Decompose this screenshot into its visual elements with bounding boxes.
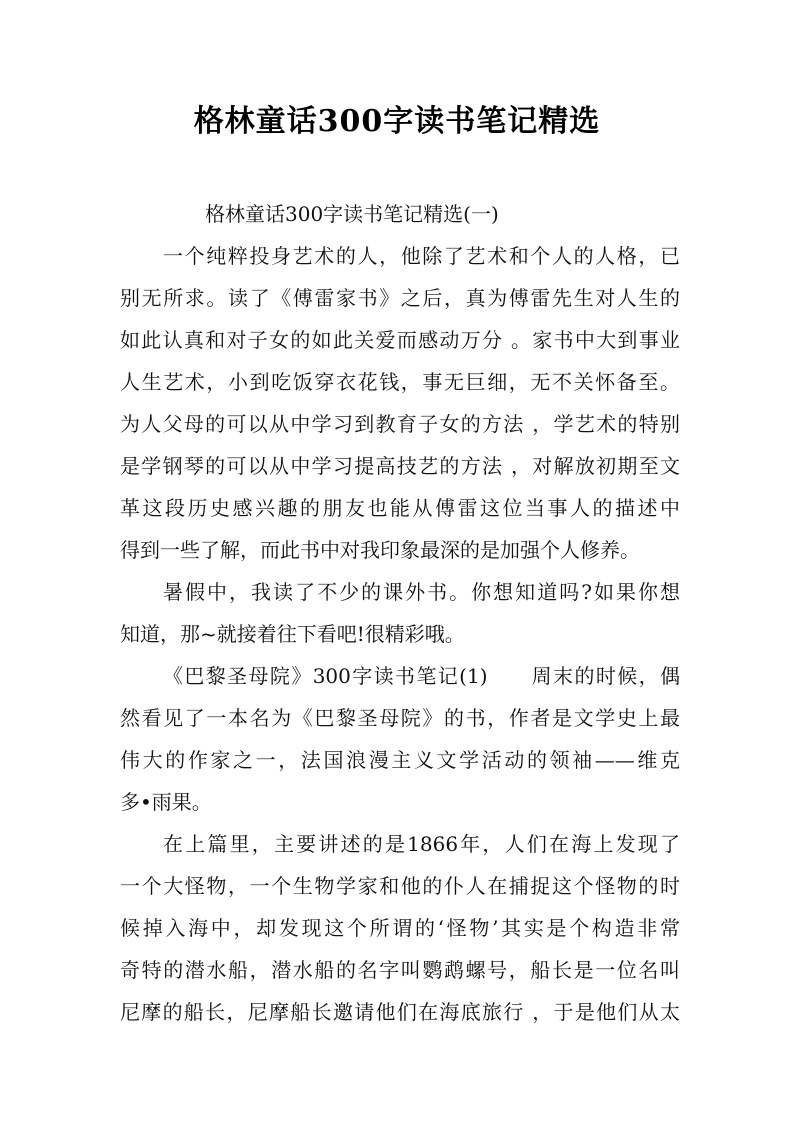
paragraph-line: 多•雨果。 — [120, 790, 212, 814]
paragraph-line: 候掉入海中，却发现这个所谓的‘怪物’其实是个构造非常 — [120, 916, 680, 940]
paragraph-line: 知道，那~就接着往下看吧!很精彩哦。 — [120, 622, 465, 646]
paragraph-line: 奇特的潜水船，潜水船的名字叫鹦鹉螺号，船长是一位名叫 — [120, 958, 680, 982]
paragraph-line: 别无所求。读了《傅雷家书》之后，真为傅雷先生对人生的 — [120, 286, 680, 310]
document-title: 格林童话300字读书笔记精选 — [193, 104, 601, 139]
paragraph-line: 一个大怪物，一个生物学家和他的仆人在捕捉这个怪物的时 — [120, 874, 680, 898]
paragraph-line: 是学钢琴的可以从中学习提高技艺的方法 ，对解放初期至文 — [120, 454, 680, 478]
paragraph-line: 得到一些了解，而此书中对我印象最深的是加强个人修养。 — [120, 538, 640, 562]
paragraph-line: 尼摩的船长，尼摩船长邀请他们在海底旅行 ，于是他们从太 — [120, 1000, 680, 1024]
paragraph-line: 暑假中，我读了不少的课外书。你想知道吗?如果你想 — [163, 580, 680, 604]
paragraph-line: 伟大的作家之一，法国浪漫主义文学活动的领袖——维克 — [120, 748, 680, 772]
paragraph-line: 人生艺术，小到吃饭穿衣花钱，事无巨细，无不关怀备至。 — [120, 370, 680, 394]
paragraph-line: 革这段历史感兴趣的朋友也能从傅雷这位当事人的描述中 — [120, 496, 680, 520]
paragraph-line: 《巴黎圣母院》300字读书笔记(1) 周末的时候，偶 — [163, 664, 680, 688]
section-heading: 格林童话300字读书笔记精选(一) — [205, 202, 499, 226]
paragraph-line: 然看见了一本名为《巴黎圣母院》的书，作者是文学史上最 — [120, 706, 680, 730]
paragraph-line: 在上篇里，主要讲述的是1866年，人们在海上发现了 — [163, 832, 680, 856]
paragraph-line: 一个纯粹投身艺术的人，他除了艺术和个人的人格，已 — [163, 244, 680, 268]
paragraph-line: 如此认真和对子女的如此关爱而感动万分 。家书中大到事业 — [120, 328, 680, 352]
paragraph-line: 为人父母的可以从中学习到教育子女的方法 ，学艺术的特别 — [120, 412, 680, 436]
